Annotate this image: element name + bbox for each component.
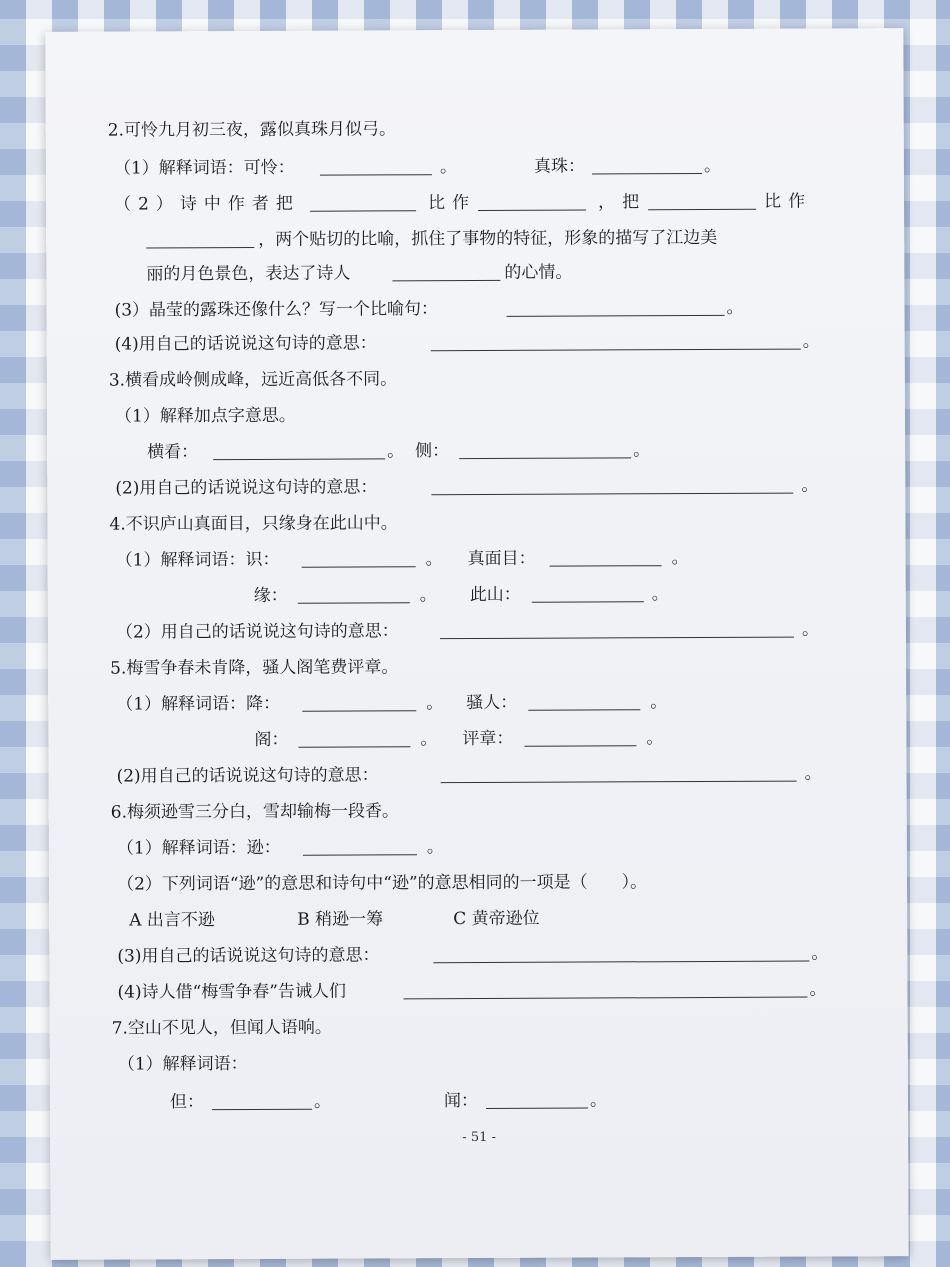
- q6-p4-end: 。: [809, 979, 827, 1000]
- q5-line-title: [48, 648, 906, 686]
- q4-p1-label: （1）解释词语：识：: [115, 549, 280, 571]
- q6-p4-label: (4)诗人借“梅雪争春”告诫人们: [117, 981, 347, 1003]
- q7-part1-line: [50, 1044, 908, 1082]
- q2-p2-b: 比作: [428, 192, 477, 214]
- q2-zhenzhu-blank[interactable]: [592, 149, 702, 174]
- q2-part2-line2: [46, 220, 904, 258]
- q6-options-line: [49, 900, 907, 938]
- q4-zhenmianmu-blank[interactable]: [550, 541, 662, 566]
- q5-pingzhang-word: 评章：: [462, 728, 514, 750]
- q2-p3-end: 。: [726, 297, 744, 318]
- q4-p2-label: （2）用自己的话说说这句诗的意思：: [115, 621, 399, 643]
- q2-title: 2.可怜九月初三夜，露似真珠月似弓。: [107, 119, 397, 141]
- q2-part1-line: [46, 148, 904, 186]
- q4-w4-end: 。: [651, 584, 669, 605]
- q6-p1-end: 。: [426, 837, 444, 858]
- q5-w2-end: 。: [650, 692, 668, 713]
- worksheet-page: [45, 28, 908, 1260]
- q6-option-c[interactable]: C 黄帝逊位: [453, 908, 540, 930]
- q5-p2-label: (2)用自己的话说说这句诗的意思：: [116, 765, 379, 787]
- q3-ce-blank[interactable]: [459, 433, 631, 459]
- q4-w2-end: 。: [671, 548, 689, 569]
- q3-words-line: [47, 432, 905, 470]
- q6-line-title: [49, 792, 907, 830]
- q7-words-line: [50, 1082, 908, 1120]
- q7-dan-blank[interactable]: [212, 1085, 312, 1110]
- q2-blank-4[interactable]: [146, 223, 254, 248]
- q6-p2-label: （2）下列词语“逊”的意思和诗句中“逊”的意思相同的一项是（ ）。: [117, 872, 648, 895]
- q4-part2-line: [48, 612, 906, 650]
- q3-w2-end: 。: [633, 440, 651, 461]
- q3-ce-word: 侧：: [415, 441, 450, 462]
- q2-part2-line1: [46, 184, 904, 222]
- q2-feeling-blank[interactable]: [392, 256, 500, 281]
- q6-p3-end: 。: [811, 943, 829, 964]
- q3-hengkan-word: 横看：: [147, 442, 199, 463]
- q4-yuan-word: 缘：: [253, 585, 288, 606]
- q6-lesson-blank[interactable]: [403, 973, 807, 1000]
- q7-line-title: [50, 1008, 908, 1046]
- q2-zhenzhu-word: 真珠：: [533, 156, 585, 177]
- q3-p2-label: (2)用自己的话说说这句诗的意思：: [115, 477, 378, 499]
- q3-title: 3.横看成岭侧成峰，远近高低各不同。: [108, 369, 398, 391]
- q7-wen-blank[interactable]: [486, 1084, 588, 1109]
- q3-p1-label: （1）解释加点字意思。: [114, 405, 296, 427]
- q3-line-title: [47, 360, 905, 398]
- q5-title: 5.梅雪争春未肯降，骚人阁笔费评章。: [110, 657, 399, 679]
- q2-blank-3[interactable]: [648, 185, 756, 210]
- q2-part2-line3: [46, 254, 904, 292]
- q2-p4-end: 。: [802, 331, 820, 352]
- q5-saoren-blank[interactable]: [528, 685, 640, 710]
- q2-blank-2[interactable]: [478, 186, 586, 211]
- q4-p1-mid: 。: [425, 549, 443, 570]
- q5-saoren-word: 骚人：: [466, 692, 518, 714]
- q2-simile-blank[interactable]: [506, 291, 724, 317]
- q4-yuan-blank[interactable]: [298, 578, 410, 603]
- q2-p1-label: （1）解释词语：可怜：: [113, 157, 295, 179]
- q4-meaning-blank[interactable]: [440, 613, 794, 640]
- q3-hengkan-blank[interactable]: [213, 434, 385, 460]
- q6-p1-label: （1）解释词语：逊：: [116, 837, 281, 859]
- q7-p1-label: （1）解释词语：: [117, 1054, 248, 1075]
- q4-part1b-line: [48, 576, 906, 614]
- q4-p2-end: 。: [801, 619, 819, 640]
- q2-p2-l3-b: 的心情。: [504, 262, 573, 283]
- q4-shi-blank[interactable]: [302, 542, 416, 567]
- q6-part4-line: [49, 972, 907, 1010]
- q5-pingzhang-blank[interactable]: [524, 721, 636, 746]
- q7-wen-word: 闻：: [443, 1091, 479, 1112]
- q3-w1-end: 。: [387, 441, 405, 462]
- q2-p1-mid: 。: [439, 157, 457, 178]
- q2-p2-d: 比作: [764, 191, 813, 212]
- q4-zhenmianmu-word: 真面目：: [467, 548, 536, 570]
- q2-p1-end: 。: [703, 155, 721, 177]
- q6-part2-line: [49, 864, 907, 902]
- q2-line-title: [46, 110, 904, 148]
- q2-p2-line2: ，两个贴切的比喻，抓住了事物的特征，形象的描写了江边美: [258, 227, 718, 250]
- q5-part1b-line: [48, 720, 906, 758]
- q4-part1-line: [48, 540, 906, 578]
- q2-p4-label: (4)用自己的话说说这句诗的意思：: [114, 333, 377, 355]
- q5-part1-line: [48, 684, 906, 722]
- q2-blank-1[interactable]: [310, 186, 416, 211]
- q4-cishan-blank[interactable]: [532, 577, 644, 602]
- q2-part3-line: [46, 290, 904, 328]
- q2-meaning-blank[interactable]: [431, 325, 801, 352]
- q5-w3-end: 。: [420, 729, 438, 750]
- q5-part2-line: [49, 756, 907, 794]
- q2-p3-label: (3）晶莹的露珠还像什么？写一个比喻句：: [114, 299, 439, 321]
- q6-part1-line: [49, 828, 907, 866]
- page-number: - 51 -: [462, 1129, 496, 1146]
- q7-dan-word: 但：: [169, 1092, 205, 1113]
- q3-part2-line: [47, 468, 905, 506]
- q2-p2-c: ，把: [598, 192, 647, 213]
- q5-w4-end: 。: [646, 728, 664, 749]
- q5-p1-label: （1）解释词语：降：: [116, 693, 281, 715]
- q3-meaning-blank[interactable]: [431, 469, 793, 496]
- q4-line-title: [47, 504, 905, 542]
- q5-p1-mid: 。: [426, 693, 444, 714]
- q6-option-b[interactable]: B 稍逊一筹: [297, 909, 384, 930]
- q5-p2-end: 。: [804, 763, 822, 784]
- q6-meaning-blank[interactable]: [433, 937, 809, 964]
- q7-title: 7.空山不见人，但闻人语响。: [111, 1017, 332, 1039]
- q6-option-a[interactable]: A 出言不逊: [129, 910, 215, 931]
- q7-w2-end: 。: [589, 1090, 608, 1111]
- q2-p2-l3-a: 丽的月色景色，表达了诗人: [146, 263, 351, 285]
- q6-p3-label: (3)用自己的话说说这句诗的意思：: [117, 945, 380, 967]
- q3-p2-end: 。: [801, 475, 819, 496]
- q4-cishan-word: 此山：: [469, 584, 521, 606]
- q5-meaning-blank[interactable]: [440, 757, 796, 784]
- q5-jiang-blank[interactable]: [302, 686, 416, 711]
- q2-kelian-blank[interactable]: [320, 150, 432, 175]
- q2-part4-line: [47, 324, 905, 362]
- q5-ge-blank[interactable]: [298, 722, 410, 747]
- q6-title: 6.梅须逊雪三分白，雪却输梅一段香。: [110, 801, 400, 823]
- q7-w1-end: 。: [313, 1091, 332, 1112]
- q3-part1-line: [47, 396, 905, 434]
- q4-w3-end: 。: [419, 585, 437, 606]
- q5-ge-word: 阁：: [254, 729, 289, 750]
- q6-part3-line: [49, 936, 907, 974]
- q4-title: 4.不识庐山真面目，只缘身在此山中。: [109, 513, 398, 535]
- q2-p2-a: （2）诗中作者把: [114, 193, 300, 215]
- q6-xun-blank[interactable]: [303, 830, 417, 855]
